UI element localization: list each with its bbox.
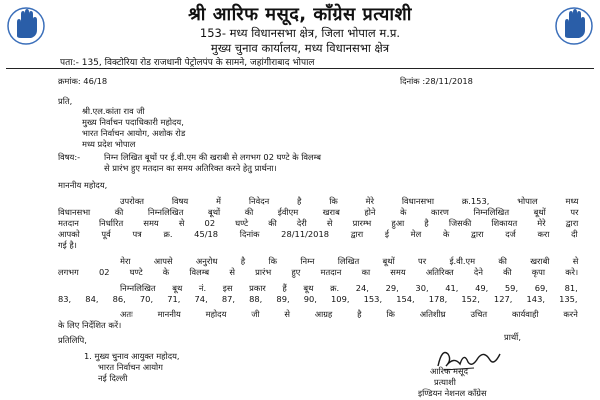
applicant-label: प्रार्थी, <box>504 332 521 342</box>
header-divider <box>6 68 594 69</box>
letterhead-constituency: 153- मध्य विधानसभा क्षेत्र, जिला भोपाल म.प्र. <box>199 26 401 40</box>
letterhead-title: श्री आरिफ मसूद, कॉंग्रेस प्रत्याशी <box>188 4 412 25</box>
copy-item: नई दिल्ली <box>98 373 128 383</box>
addressee-line: मुख्य निर्वाचन पदाधिकारी महोदय, <box>82 117 184 127</box>
subject-line: निम्न लिखित बूथों पर ई.वी.एम की खराबी से लगभग 02 घण्टे के विलम्ब <box>104 152 322 162</box>
letterhead-address: पता:- 135, विक्टोरिया रोड राजधानी पेट्रोलपंप के सामने, जहांगीराबाद भोपाल <box>60 58 315 68</box>
body-line: उपरोक्त विषय में निवेदन है कि मेरे विधानसभा क्र.153, भोपाल मध्य <box>120 196 579 206</box>
body-line: गई है। <box>58 240 77 250</box>
subject-label: विषय:- <box>58 152 81 162</box>
signatory-role: प्रत्याशी <box>434 377 456 387</box>
addressee-line: भारत निर्वाचन आयोग, अशोक रोड <box>82 128 186 138</box>
to-label: प्रति, <box>58 96 73 106</box>
booth-list-line: 83, 84, 86, 70, 71, 74, 87, 88, 89, 90, 109, 153, 154, 178, 152, 127, 143, 135, <box>58 294 578 304</box>
copy-item: भारत निर्वाचन आयोग <box>98 362 163 372</box>
copy-label: प्रतिलिपि, <box>58 335 87 345</box>
signatory-organization: इण्डियन नेशनल कॉंग्रेस <box>418 388 487 398</box>
body-line: के लिए निर्देशित करें। <box>58 320 122 330</box>
body-line: लगभग 02 घण्टे के विलम्ब से प्रारंभ हुए मतदान का समय अतिरिक्त देने की कृपा करे। <box>58 267 579 277</box>
booth-list-line: निम्नलिखित बूथ नं. इस प्रकार हैं बूथ क्र. 24, 29, 30, 41, 49, 59, 69, 81, <box>120 283 578 293</box>
reference-number: क्रमांक: 46/18 <box>58 76 108 86</box>
letterhead-office: मुख्य चुनाव कार्यालय, मध्य विधानसभा क्षेत्र <box>210 41 390 55</box>
letter-date: दिनांक :28/11/2018 <box>400 76 473 86</box>
addressee-line: मध्य प्रदेश भोपाल <box>82 139 136 149</box>
body-line: अतः माननीय महोदय जी से आग्रह है कि अतिशीघ्र उचित कार्यवाही करने <box>120 309 578 319</box>
body-line: आपको पूर्व पत्र क्र. 45/18 दिनांक 28/11/2018 द्वारा ई मेल के द्वारा दर्ज करा दी <box>58 229 578 239</box>
signatory-name: आरिफ मसूद <box>430 366 469 376</box>
body-line: मतदान निर्धारित समय से 02 घण्टे की देरी से प्रारम्भ हुआ है जिसकी शिकायत मेरे द्वारा <box>58 218 579 228</box>
addressee-line: श्री.एल.कांता राव जी <box>82 106 145 116</box>
salutation: माननीय महोदय, <box>58 180 108 190</box>
copy-item: 1. मुख्य चुनाव आयुक्त महोदय, <box>84 351 180 361</box>
subject-line: से प्रारंभ हुए मतदान का समय अतिरिक्त करने हेतु प्रार्थना। <box>104 163 277 173</box>
body-line: मेरा आपसे अनुरोध है कि निम्न लिखित बूथों पर ई.वी.एम की खराबी से <box>120 256 579 266</box>
body-line: विधानसभा की निम्नलिखित बूथों की ईवीएम खराब होने के कारण निम्नलिखित बूथों पर <box>58 207 579 217</box>
